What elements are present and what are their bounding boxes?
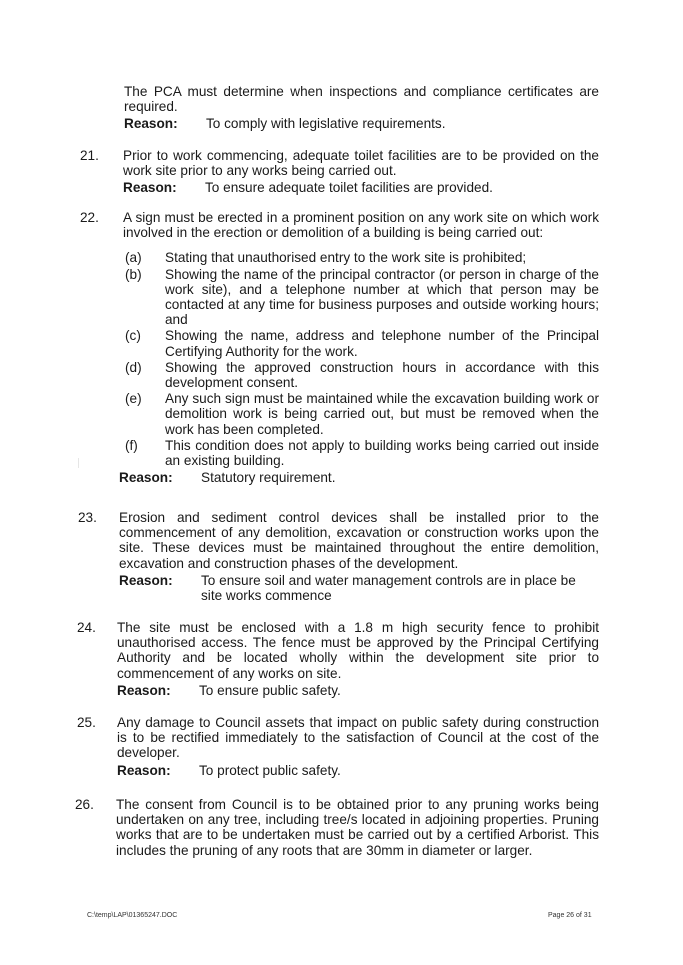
sub-item-a [123,250,599,265]
sub-item-text: Showing the approved construction hours in accordance with this development consent. [165,359,599,391]
footer-file-path: C:\temp\LAP\01365247.DOC [87,912,178,919]
sub-item-label: (d) [125,359,142,375]
condition-reason [117,763,599,778]
intro-paragraph [124,84,599,132]
footer-page-number: Page 26 of 31 [548,912,592,919]
condition-text: A sign must be erected in a prominent position on any work site on which work involved in the erection or demolition of a building is being carried out: [123,210,599,241]
reason-label: Reason: [124,116,178,132]
condition-number: 26. [75,797,94,812]
sub-item-label: (c) [125,328,141,344]
reason-label: Reason: [117,762,171,778]
sub-item-label: (a) [125,250,142,266]
condition-25 [77,715,599,778]
condition-text: Prior to work commencing, adequate toilet facilities are to be provided on the work site prior to any works being carried out. [123,148,599,179]
reason-text: To ensure soil and water management controls are in place be site works commence [201,572,576,604]
reason-text: Statutory requirement. [201,470,336,486]
condition-text: Any damage to Council assets that impact on public safety during construction is to be rectified immediately to the satisfaction of Council at the cost of the developer. [117,715,599,761]
condition-reason [123,180,599,195]
reason-label: Reason: [119,572,173,588]
condition-26 [75,797,599,858]
sub-item-f [123,438,599,468]
condition-text: The consent from Council is to be obtained prior to any pruning works being undertaken on any tree, including tree/s located in adjoining properties. Pruning works that are to be undertaken must be carried out by a certified Arborist. This includes the pruning of any roots that are 30mm in diameter or larger. [116,797,599,858]
intro-text: The PCA must determine when inspections and compliance certificates are required. [124,84,599,115]
sub-item-label: (f) [125,437,138,453]
reason-label: Reason: [117,682,171,698]
condition-reason [119,573,599,603]
sub-item-text: Showing the name, address and telephone number of the Principal Certifying Authority for the work. [165,328,599,359]
sub-item-text: Any such sign must be maintained while the excavation building work or demolition work is being carried out, but must be removed when the work has been completed. [165,391,599,437]
sub-item-label: (e) [125,391,142,407]
condition-23 [78,510,599,603]
condition-reason [117,683,599,698]
reason-text: To protect public safety. [199,762,341,778]
sub-item-text: Stating that unauthorised entry to the work site is prohibited; [165,250,527,266]
sub-item-e [123,391,599,437]
reason-text: To ensure adequate toilet facilities are provided. [205,180,493,196]
sub-item-c [123,328,599,358]
condition-reason [119,470,599,485]
sub-item-text: Showing the name of the principal contractor (or person in charge of the work site), and a telephone number at which that person may be contacted at any time for business purposes and outside working hours; and [165,266,599,328]
reason-label: Reason: [123,180,177,196]
intro-reason [124,116,599,131]
condition-number: 21. [80,148,99,163]
condition-text: Erosion and sediment control devices shall be installed prior to the commencement of any demolition, excavation or construction works upon the site. These devices must be maintained throughout the entire demolition, excavation and construction phases of the development. [119,510,599,571]
sub-item-d [123,360,599,390]
condition-number: 25. [77,715,96,730]
sub-item-b [123,267,599,328]
condition-number: 23. [78,510,97,525]
condition-24 [77,620,599,698]
reason-label: Reason: [119,470,173,486]
reason-text: To comply with legislative requirements. [206,116,446,132]
sub-item-list [123,250,599,468]
condition-21 [80,148,599,196]
sub-item-text: This condition does not apply to building works being carried out inside an existing building. [165,437,599,469]
condition-number: 24. [77,620,96,635]
reason-text: To ensure public safety. [199,682,341,698]
condition-number: 22. [80,210,99,225]
sub-item-label: (b) [125,266,142,282]
condition-text: The site must be enclosed with a 1.8 m high security fence to prohibit unauthorised access. The fence must be approved by the Principal Certifying Authority and be located wholly within the development site prior to commencement of any works on site. [117,620,599,681]
scan-mark [78,458,79,468]
condition-22 [80,210,599,485]
